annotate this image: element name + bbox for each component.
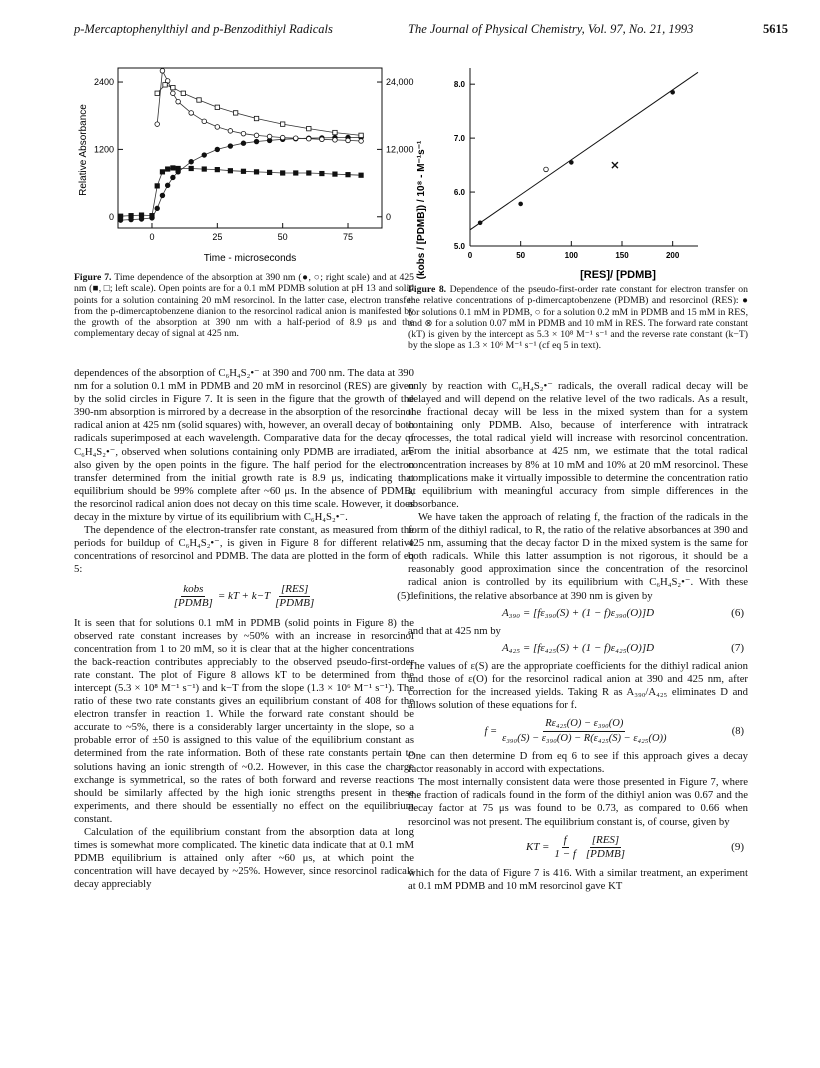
fig7-data-point — [171, 85, 175, 89]
left-paragraph-1: dependences of the absorption of C₆H₄S₂•⁻ at 390 and 700 nm. The data at 390 nm for a solution 0.1 mM in PDMB and 20 mM in resorcinol (RES) are given by the solid circles in Figure 7. It is seen in the figure that the growth of the 390-nm absorption is mirrored by a decrease in the absorption of the resorcinol radical anion at 425 nm (solid squares) with, however, an overall decay of both radicals superimposed at each wavelength. Comparative data for the decay of C₆H₄S₂•⁻, observed when solutions containing only PDMB are irradiated, are also given by the open points in the figure. The half period for the electron transfer determined from the initial growth rate is 8.9 μs, indicating that equilibrium should be 99% complete after ~60 μs. In the absence of PDMB, the resorcinol radical anion does not decay on this time scale. However, it does decay in the mixture by virtue of its equilibrium with C₆H₄S₂•⁻. — [74, 367, 414, 524]
fig7-data-point — [202, 119, 207, 124]
fig8-x-axis-label: [RES]/ [PDMB] — [580, 269, 656, 281]
right-paragraph-2: We have taken the approach of relating f, the fraction of the radicals in the form of the dithiyl radical, to R, the ratio of the relative absorbances at 390 and 425 nm, assuming that the decay factor D in the mixed system is the same for both radicals. While this latter assumption is not rigorous, it should be a reasonably good approximation since the concentration of the resorcinol radical anion is controlled by its equilibrium with C₆H₄S₂•⁻. With these definitions, the relative absorbance at 390 nm is given by — [408, 510, 748, 602]
fig7-data-point — [228, 129, 233, 134]
fig7-x-axis-label: Time - microseconds — [203, 253, 297, 264]
fig7-data-point — [160, 69, 165, 74]
fig7-data-point — [165, 167, 169, 171]
fig7-data-point — [346, 138, 351, 143]
fig7-data-point — [189, 159, 194, 164]
fig7-data-point — [197, 98, 201, 102]
fig7-data-point — [171, 166, 175, 170]
fig8-y-tick-label: 7.0 — [453, 134, 465, 144]
figure-8-caption — [408, 284, 748, 352]
fig7-data-point — [241, 131, 246, 136]
left-paragraph-3: It is seen that for solutions 0.1 mM in PDMB (solid points in Figure 8) the observed rate constant increases by ~50% with an increase in resorcinol concentration from 1 to 20 mM, so it is clear that at the higher concentrations the back-reaction contributes appreciably to the observed pseudo-first-order rate constant. The plot of Figure 8 allows kT to be determined from the intercept (5.3 × 10⁸ M⁻¹ s⁻¹) and k−T from the slope (1.3 × 10⁶ M⁻¹ s⁻¹). The ratio of these two rate constants gives an equilibrium constant of 408 for the electron transfer in reaction 1. While the forward rate constant should be accurate to ~5%, there is a considerably larger uncertainty in the slope, so a probable error of ±50 is assigned to this value of the equilibrium constant as determined from the rate information. Both of these rate constants pertain to solutions having an ionic strength of ~0.2. However, in this case the charge exchange is symmetrical, so the rates of both forward and reverse reactions should be similarly affected by the high ionic strengths present in these experiments, and there should be essentially no effect on the equilibrium constant. — [74, 616, 414, 825]
fig8-point-filled — [670, 90, 675, 95]
fig7-data-point — [189, 166, 193, 170]
fig8-point-x — [612, 162, 618, 168]
left-paragraph-2: The dependence of the electron-transfer rate constant, as measured from the periods for buildup of C₆H₄S₂•⁻, is given in Figure 8 for different relative concentrations of resorcinol and PDMB. The data are plotted in the form of eq 5: — [74, 524, 414, 576]
fig8-y-axis-label: (kobs / [PDMB]) / 10⁸ - M⁻¹s⁻¹ — [416, 140, 427, 280]
fig7-data-point — [333, 138, 338, 143]
fig7-y-left-tick-label: 2400 — [93, 77, 114, 88]
fig7-data-point — [233, 111, 237, 115]
fig7-data-point — [320, 137, 325, 142]
fig7-data-point — [254, 170, 258, 174]
right-paragraph-1: only by reaction with C₆H₄S₂•⁻ radicals, the overall radical decay will be delayed and will depend on the relative level of the two radicals. As a result, the fractional decay will be less in the mixed system than for a system containing only PDMB. Also, because of interference with intratrack processes, the total radical yield will increase with resorcinol concentration. From the initial absorbance at 425 nm, we estimate that the total radical concentration increases by 8% at 10 mM and 10% at 20 mM resorcinol. These complications make it virtually impossible to determine the concentration ratio at equilibrium with meaningful accuracy from simple differences in the absorbance. — [408, 380, 748, 510]
eq6-number: (6) — [731, 607, 744, 620]
right-paragraph-3: and that at 425 nm by — [408, 624, 501, 637]
fig7-data-point — [171, 175, 176, 180]
fig7-data-point — [150, 213, 154, 217]
eq5-denominator-2: [PDMB] — [275, 597, 315, 609]
left-column — [74, 367, 414, 891]
eq5-middle: = kT + k−T — [217, 589, 271, 602]
fig7-data-point — [163, 83, 167, 87]
fig7-data-point — [320, 171, 324, 175]
fig7-data-point — [346, 172, 350, 176]
fig8-x-tick-label: 150 — [615, 251, 629, 260]
fig7-data-point — [160, 193, 165, 198]
figure-8-chart — [408, 60, 748, 285]
fig7-data-point — [189, 111, 194, 116]
fig7-data-point — [241, 169, 245, 173]
fig7-data-point — [254, 139, 259, 144]
fig7-data-point — [228, 169, 232, 173]
fig7-data-point — [280, 122, 284, 126]
fig7-data-point — [155, 184, 159, 188]
figure-7-chart — [74, 60, 414, 270]
eq5-denominator-1: [PDMB] — [173, 597, 213, 609]
fig7-y-right-tick-label: 12,000 — [386, 144, 414, 155]
fig8-x-tick-label: 50 — [516, 251, 526, 260]
fig7-data-point — [181, 91, 185, 95]
eq8-lhs: f = — [484, 725, 498, 737]
eq9-numerator-2: [RES] — [590, 834, 622, 848]
eq5-number: (5) — [397, 589, 410, 602]
fig7-data-point — [267, 134, 272, 139]
fig8-y-tick-label: 6.0 — [453, 188, 465, 198]
fig7-data-point — [165, 183, 170, 188]
fig7-y-left-tick-label: 0 — [108, 211, 114, 222]
fig7-data-point — [202, 153, 207, 158]
fig8-caption-text: Dependence of the pseudo-first-order rate constant for electron transfer on the relative concentrations of p-dimercaptobenzene (PDMB) and resorcinol (RES): ● for solutions 0.1 mM in PDMB, ○ for a solution 0.2 mM in PDMB and 15 mM in RES, and ⊗ for a solution 0.07 mM in PDMB and 10 mM in RES. The forward rate constant (kT) is given by the intercept as 5.3 × 10⁸ M⁻¹ s⁻¹ and the reverse rate constant (k−T) by the slope as 1.3 × 10⁶ M⁻¹ s⁻¹ (cf eq 5 in text). — [408, 284, 748, 352]
fig7-caption-label: Figure 7. — [74, 272, 112, 283]
fig8-caption-label: Figure 8. — [408, 284, 447, 295]
fig7-data-point — [293, 136, 298, 141]
fig7-data-point — [171, 91, 176, 96]
eq9-denominator-2: [PDMB] — [585, 848, 626, 861]
fig7-data-point — [228, 144, 233, 149]
fig7-x-tick-label: 75 — [343, 232, 354, 242]
eq9-number: (9) — [731, 841, 744, 854]
figure-7-caption — [74, 272, 414, 340]
fig7-data-point — [215, 147, 220, 152]
eq9-numerator-1: f — [562, 834, 569, 848]
fig8-point-filled — [518, 202, 523, 207]
eq5-numerator-1: kobs — [181, 583, 205, 597]
right-paragraph-5: One can then determine D from eq 6 to see if this approach gives a decay factor reasonably in accord with expectations. — [408, 750, 748, 776]
fig8-y-tick-label: 5.0 — [453, 242, 465, 251]
fig7-data-point — [176, 166, 180, 170]
left-paragraph-4: Calculation of the equilibrium constant from the absorption data at long times is somewhat more complicated. The kinetic data indicate that at 0.1 mM PDMB equilibrium is attained only after ~60 μs, at which point the concentration will have decayed by ~25%. However, since resorcinol radicals decay appreciably — [74, 826, 414, 891]
fig7-caption-text: Time dependence of the absorption at 390 nm (●, ○; right scale) and at 425 nm (■, □; left scale). Open points are for a 0.1 mM PDMB solution at pH 13 and solid points for a solution containing 20 mM resorcinol. In the latter case, electron transfer from the p-dimercaptobenzene dianion to the resorcinol radical anion is manifested by the growth of the absorption at 390 nm with a half-period of 8.9 μs and the complementary decay of signal at 425 nm. — [74, 272, 415, 340]
running-header-right: The Journal of Physical Chemistry, Vol. 97, No. 21, 1993 — [408, 22, 694, 36]
fig7-data-point — [333, 130, 337, 134]
fig8-x-tick-label: 200 — [665, 251, 680, 260]
fig7-data-point — [118, 214, 122, 218]
fig7-y-right-tick-label: 24,000 — [386, 77, 414, 88]
eq6-text: A₃₉₀ = [fε₃₉₀(S) + (1 − f)ε₃₉₀(O)]D — [501, 607, 655, 620]
eq8-denominator: ε₃₉₀(S) − ε₃₉₀(O) − R(ε₄₂₅(S) − ε₄₂₅(O)) — [502, 732, 667, 744]
fig7-data-point — [160, 170, 164, 174]
eq7-number: (7) — [731, 642, 744, 655]
running-header-left: p-Mercaptophenylthiyl and p-Benzodithiyl Radicals — [74, 22, 333, 36]
fig7-y-left-tick-label: 1200 — [93, 144, 114, 155]
fig7-data-point — [359, 133, 363, 137]
right-paragraph-4: The values of ε(S) are the appropriate coefficients for the dithiyl radical anion and those of ε(O) for the resorcinol radical anion at 390 and 425 nm, after correction for the increased yields. Taking R as A₃₉₀/A₄₂₅ eliminates D and allows solution of these equations for f. — [408, 659, 748, 711]
fig7-data-point — [155, 91, 159, 95]
fig7-data-point — [129, 213, 133, 217]
fig7-data-point — [176, 99, 181, 104]
equation-8 — [408, 712, 748, 750]
right-paragraph-7: which for the data of Figure 7 is 416. With a similar treatment, an experiment at 0.1 mM PDMB and 10 mM resorcinol gave KT — [408, 866, 748, 892]
fig7-data-point — [215, 167, 219, 171]
fig7-data-point — [294, 171, 298, 175]
fig7-data-point — [215, 125, 220, 130]
fig7-x-tick-label: 0 — [149, 232, 155, 242]
equation-5 — [74, 577, 414, 617]
fig7-data-point — [307, 126, 311, 130]
fig7-x-tick-label: 25 — [212, 232, 223, 242]
fig7-data-point — [359, 139, 364, 144]
fig7-data-point — [359, 173, 363, 177]
fig8-point-open — [544, 167, 549, 172]
fig7-x-tick-label: 50 — [277, 232, 288, 242]
fig7-y-right-tick-label: 0 — [386, 211, 392, 222]
fig7-data-point — [254, 133, 259, 138]
fig7-data-point — [280, 171, 284, 175]
fig8-y-tick-label: 8.0 — [453, 80, 465, 90]
eq8-number: (8) — [731, 725, 744, 737]
fig8-x-tick-label: 0 — [467, 251, 473, 260]
fig7-data-point — [202, 167, 206, 171]
right-paragraph-6: The most internally consistent data were those presented in Figure 7, where the fraction of radicals found in the form of the dithiyl anion was 0.67 and the decay factor at 75 μs was found to be 0.73, as compared to 0.66 when resorcinol was not present. The equilibrium constant is, of course, given by — [408, 776, 748, 828]
eq8-numerator: Rε₄₂₅(O) − ε₃₉₀(O) — [543, 717, 625, 731]
fig7-data-point — [333, 172, 337, 176]
fig7-data-point — [155, 122, 160, 127]
fig7-data-point — [267, 170, 271, 174]
fig7-data-point — [307, 171, 311, 175]
fig8-fit-line — [470, 72, 698, 230]
fig7-data-point — [280, 135, 285, 140]
fig7-data-point — [241, 141, 246, 146]
fig7-y-axis-label: Relative Absorbance — [78, 104, 89, 196]
fig7-data-point — [307, 136, 312, 141]
eq5-numerator-2: [RES] — [279, 583, 311, 597]
equation-6 — [408, 603, 748, 625]
eq7-text: A₄₂₅ = [fε₄₂₅(S) + (1 − f)ε₄₂₅(O)]D — [501, 642, 655, 655]
fig7-data-point — [254, 116, 258, 120]
eq9-lhs: KT = — [525, 841, 550, 854]
eq9-denominator-1: 1 − f — [554, 848, 576, 861]
page-number: 5615 — [763, 22, 788, 36]
fig7-data-point — [139, 213, 143, 217]
fig7-series-line — [157, 71, 361, 141]
equation-9 — [408, 829, 748, 867]
fig8-x-tick-label: 100 — [564, 251, 579, 260]
fig8-point-filled — [478, 221, 483, 226]
right-column — [408, 380, 748, 893]
equation-7 — [408, 638, 748, 660]
fig8-point-filled — [569, 160, 574, 165]
fig7-data-point — [215, 105, 219, 109]
fig7-data-point — [155, 206, 160, 211]
